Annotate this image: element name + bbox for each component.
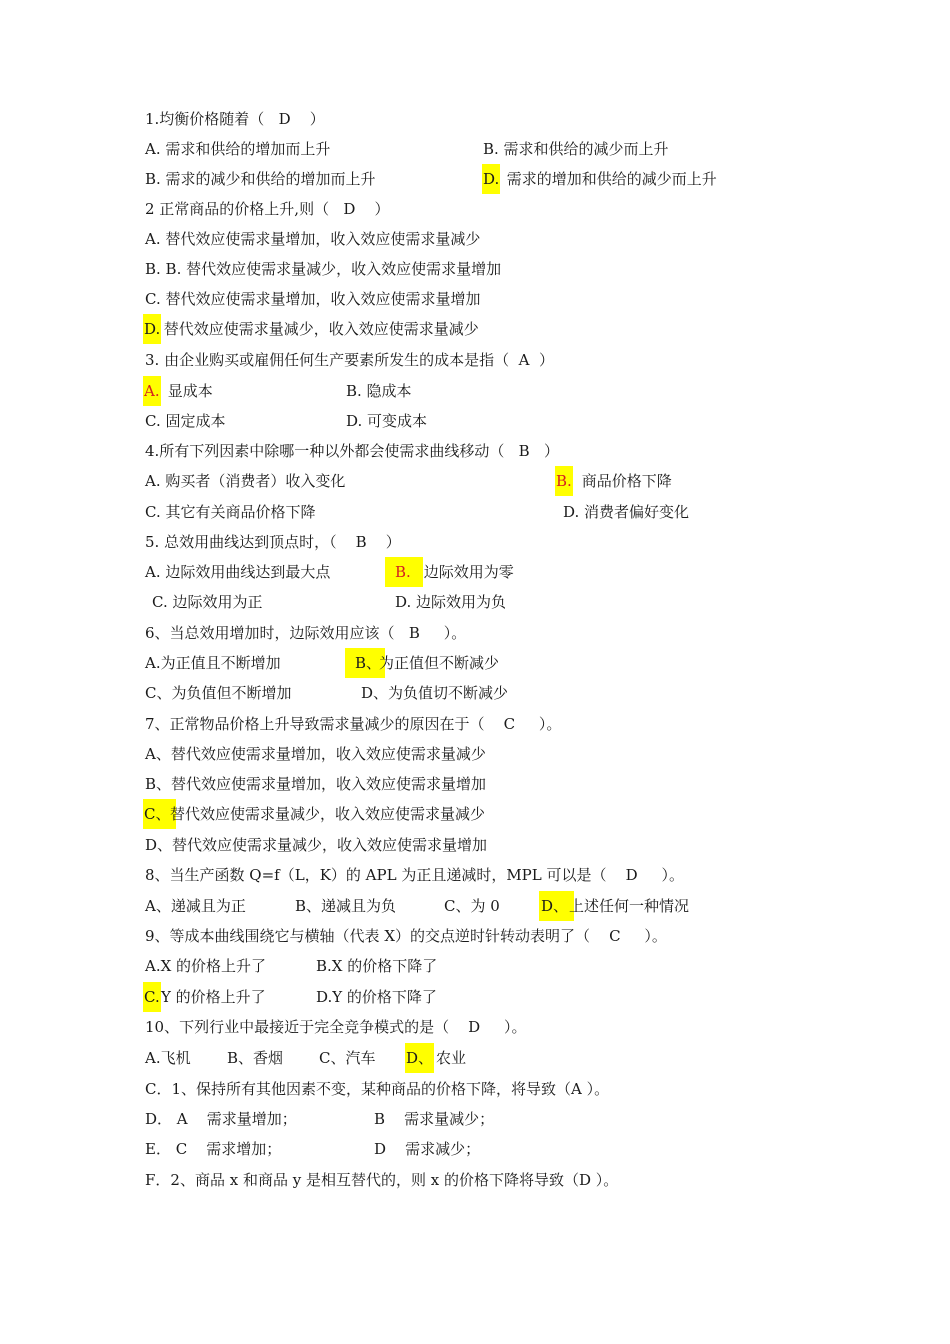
answer-highlight: D、: [539, 891, 574, 921]
extra-question-1-options-row-2: E． C 需求增加； D 需求减少；: [145, 1140, 481, 1158]
answer-highlight: B、: [345, 648, 385, 678]
question-6-options-row-1: A.为正值且不断增加 B、 为正值但不断减少: [145, 648, 164, 678]
answer-highlight: D、: [405, 1043, 434, 1073]
question-9-title: 9、等成本曲线围绕它与横轴（代表 X）的交点逆时针转动表明了（ C ）。: [145, 927, 667, 945]
question-4-options-row-2: C. 其它有关商品价格下降 D. 消费者偏好变化: [145, 503, 690, 521]
option-a: A. 需求和供给的增加而上升: [145, 140, 331, 158]
question-5-options-row-1: A. 边际效用曲线达到最大点 B. 边际效用为零: [145, 557, 164, 587]
question-7-option-d: D、替代效应使需求量减少，收入效应使需求量增加: [145, 836, 488, 854]
question-10-options: A.飞机 B、香烟 C、汽车 D、 农业: [145, 1043, 164, 1073]
answer-highlight: C.: [143, 982, 161, 1012]
question-7-option-c: C、 替代效应使需求量减少，收入效应使需求量减少: [145, 799, 164, 829]
answer-highlight: B.: [555, 466, 573, 496]
question-3-title: 3. 由企业购买或雇佣任何生产要素所发生的成本是指（ A ）: [145, 351, 554, 369]
question-4-title: 4.所有下列因素中除哪一种以外都会使需求曲线移动（ B ）: [145, 442, 559, 460]
question-9-options-row-1: A.X 的价格上升了 B.X 的价格下降了: [145, 957, 438, 975]
question-5-title: 5. 总效用曲线达到顶点时，（ B ）: [145, 533, 401, 551]
question-2-option-a: A. 替代效应使需求量增加，收入效应使需求量减少: [145, 230, 481, 248]
extra-question-1-title: C．1、保持所有其他因素不变，某种商品的价格下降，将导致（A ）。: [145, 1080, 610, 1098]
question-2-option-c: C. 替代效应使需求量增加，收入效应使需求量增加: [145, 290, 481, 308]
question-8-options: A、递减且为正 B、递减且为负 C、为 0 D、 上述任何一种情况: [145, 891, 164, 921]
extra-question-2-title: F．2、商品 x 和商品 y 是相互替代的，则 x 的价格下降将导致（D ）。: [145, 1171, 619, 1189]
answer-highlight: C、: [143, 799, 176, 829]
question-2-option-b: B. B. 替代效应使需求量减少，收入效应使需求量增加: [145, 260, 502, 278]
question-1-options-row-1: [145, 134, 669, 164]
question-6-title: 6、当总效用增加时，边际效用应该（ B ）。: [145, 624, 467, 642]
answer-highlight: D.: [482, 164, 500, 194]
answer-highlight: B.: [385, 557, 423, 587]
question-7-option-b: B、替代效应使需求量增加，收入效应使需求量增加: [145, 775, 487, 793]
question-2-title: 2 正常商品的价格上升,则（ D ）: [145, 200, 390, 218]
question-6-options-row-2: C、为负值但不断增加 D、为负值切不断减少: [145, 684, 509, 702]
answer-highlight: D.: [143, 314, 161, 344]
question-3-options-row-1: A. 显成本 B. 隐成本: [145, 376, 164, 406]
option-d: 需求的增加和供给的减少而上升: [502, 170, 717, 188]
question-7-option-a: A、替代效应使需求量增加，收入效应使需求量减少: [145, 745, 486, 763]
answer-highlight: A.: [143, 376, 161, 406]
question-10-title: 10、下列行业中最接近于完全竞争模式的是（ D ）。: [145, 1018, 527, 1036]
extra-question-1-options-row-1: D． A 需求量增加； B 需求量减少；: [145, 1110, 495, 1128]
option-c: B. 需求的减少和供给的增加而上升: [145, 170, 376, 188]
question-1-options-row-2: [145, 164, 717, 194]
question-9-options-row-2: C. Y 的价格上升了 D.Y 的价格下降了: [145, 982, 164, 1012]
option-b: B. 需求和供给的减少而上升: [483, 140, 669, 158]
question-8-title: 8、当生产函数 Q=f（L，K）的 APL 为正且递减时，MPL 可以是（ D ）。: [145, 866, 684, 884]
question-3-options-row-2: C. 固定成本 D. 可变成本: [145, 412, 428, 430]
question-1-title: 1.均衡价格随着（ D ）: [145, 110, 325, 128]
question-7-title: 7、正常物品价格上升导致需求量减少的原因在于（ C ）。: [145, 715, 562, 733]
question-4-options-row-1: A. 购买者（消费者）收入变化 B. 商品价格下降: [145, 466, 164, 496]
question-5-options-row-2: C. 边际效用为正 D. 边际效用为负: [152, 593, 507, 611]
question-2-option-d: D. 替代效应使需求量减少，收入效应使需求量减少: [145, 314, 164, 344]
